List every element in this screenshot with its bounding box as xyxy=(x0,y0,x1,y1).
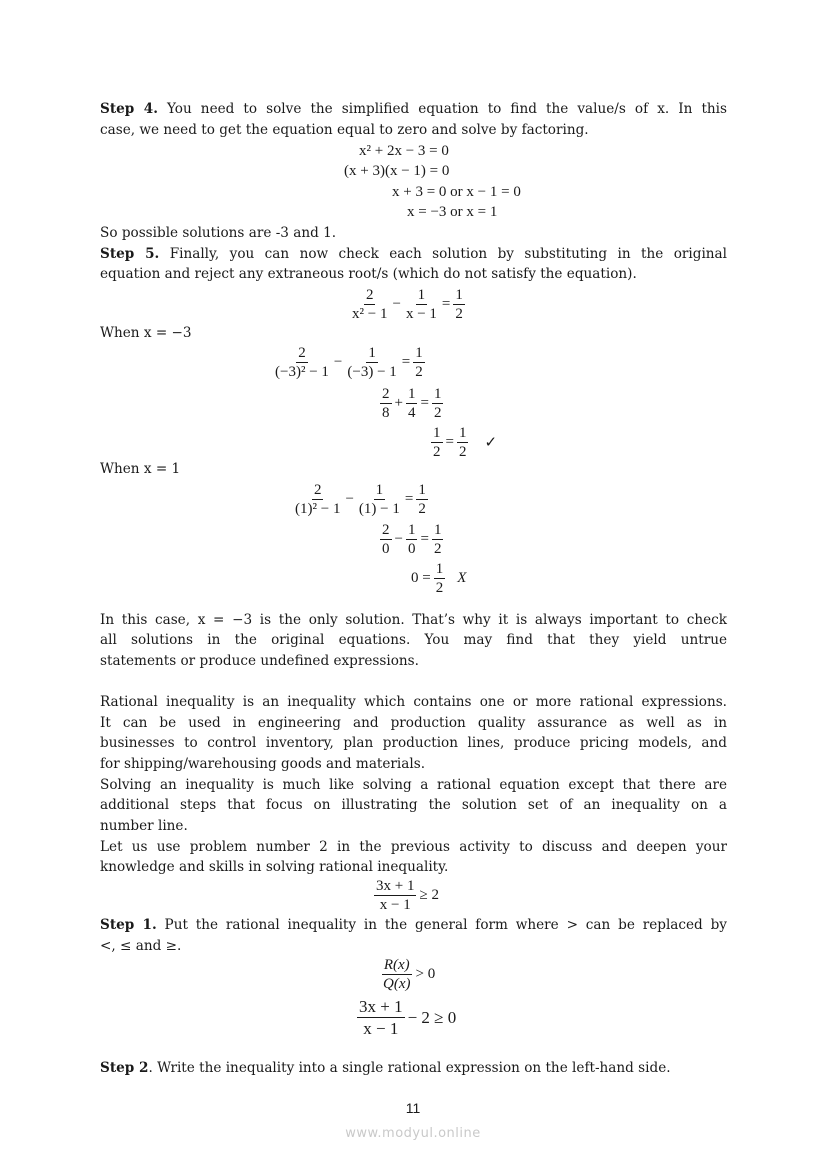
text-line: It can be used in engineering and production quality assurance as well as in xyxy=(100,715,727,731)
operator: + xyxy=(394,395,403,411)
operator: = xyxy=(441,296,451,312)
numerator: 1 xyxy=(417,287,426,303)
denominator: x − 1 xyxy=(379,897,411,913)
text-line: Let us use problem number 2 in the previous activity to discuss and deepen your xyxy=(100,839,727,855)
page-number: 11 xyxy=(405,1100,421,1116)
denominator: 2 xyxy=(418,501,426,517)
equation-left: 0 = xyxy=(411,570,431,586)
text: . Write the inequality into a single rational expression on the left-hand side. xyxy=(148,1060,671,1076)
fraction xyxy=(406,521,418,558)
original-equation xyxy=(350,286,465,323)
numerator: 1 xyxy=(407,386,416,402)
when-label: When x = −3 xyxy=(100,325,192,341)
watermark: www.modyul.online xyxy=(345,1126,481,1141)
text-line: additional steps that focus on illustrating the solution set of an inequality on a xyxy=(100,797,727,813)
check-mark-icon: ✓ xyxy=(484,435,498,451)
numerator: 3x + 1 xyxy=(359,997,403,1016)
equation: x² + 2x − 3 = 0 xyxy=(359,143,449,159)
numerator: 1 xyxy=(433,522,442,538)
text-line: knowledge and skills in solving rational inequality. xyxy=(100,859,449,875)
text-line: Solving an inequality is much like solving a rational equation except that there are xyxy=(100,777,727,793)
fraction xyxy=(416,481,428,518)
numerator: 1 xyxy=(375,482,384,498)
numerator: 1 xyxy=(433,386,442,402)
denominator: (−3)² − 1 xyxy=(275,364,329,380)
denominator: 0 xyxy=(407,541,416,557)
fraction xyxy=(457,424,469,461)
numerator: 1 xyxy=(458,425,467,441)
fraction xyxy=(453,286,465,323)
operator: = xyxy=(420,395,429,411)
numerator: 2 xyxy=(365,287,374,303)
step2-line xyxy=(100,1058,727,1078)
denominator: (−3) − 1 xyxy=(347,364,397,380)
text-line: for shipping/warehousing goods and materials. xyxy=(100,756,426,772)
text: Finally, you can now check each solution by substituting in the original xyxy=(159,246,727,262)
operator: = xyxy=(404,491,414,507)
operator: > 0 xyxy=(415,966,436,982)
denominator: 2 xyxy=(435,580,444,596)
step4-line: case, we need to get the equation equal to zero and solve by factoring. xyxy=(100,122,589,138)
text-line: businesses to control inventory, plan production lines, produce pricing models, and xyxy=(100,735,727,751)
general-form xyxy=(381,956,438,993)
fraction xyxy=(404,286,439,323)
text: You need to solve the simplified equation to find the value/s of x. In this xyxy=(157,101,727,117)
text: Put the rational inequality in the general form where > can be replaced by xyxy=(156,917,727,933)
fraction xyxy=(380,385,392,422)
inequality xyxy=(374,877,442,914)
step5-line xyxy=(100,244,727,264)
operator: − xyxy=(392,296,401,312)
text-line: statements or produce undefined expressions. xyxy=(100,653,419,669)
fraction xyxy=(293,481,342,518)
fraction xyxy=(432,521,444,558)
equation: x = −3 or x = 1 xyxy=(407,204,498,220)
cross-mark-icon: X xyxy=(457,570,467,586)
step5-line: equation and reject any extraneous root/s (which do not satisfy the equation). xyxy=(100,266,637,282)
text-line: all solutions in the original equations. You may find that they yield untrue xyxy=(100,632,727,648)
denominator: 8 xyxy=(382,405,390,421)
numerator: 1 xyxy=(435,561,444,577)
fraction xyxy=(350,286,389,323)
numerator: 1 xyxy=(418,482,426,498)
check-row xyxy=(273,344,425,381)
fraction xyxy=(413,344,425,381)
check-row xyxy=(431,424,500,461)
numerator: 1 xyxy=(415,345,423,361)
step-label: Step 5. xyxy=(100,246,160,262)
fraction xyxy=(406,385,418,422)
check-row xyxy=(408,560,469,597)
numerator: R(x) xyxy=(383,957,410,973)
denominator: x − 1 xyxy=(363,1019,399,1038)
solutions-text: So possible solutions are -3 and 1. xyxy=(100,225,337,241)
denominator: (1) − 1 xyxy=(358,501,400,517)
fraction xyxy=(357,481,402,518)
text-line: Rational inequality is an inequality which contains one or more rational expressions. xyxy=(100,694,727,710)
check-row xyxy=(380,385,443,422)
denominator: 2 xyxy=(433,444,441,460)
operator: − xyxy=(345,491,354,507)
numerator: 2 xyxy=(298,345,306,361)
denominator: 2 xyxy=(458,444,467,460)
step-label: Step 1. xyxy=(100,917,157,933)
denominator: 0 xyxy=(382,541,390,557)
operator: − 2 ≥ 0 xyxy=(407,1007,457,1027)
step4-line xyxy=(100,99,727,119)
numerator: 2 xyxy=(382,386,390,402)
numerator: 2 xyxy=(313,482,322,498)
text-line: In this case, x = −3 is the only solution. That’s why it is always important to check xyxy=(100,612,727,628)
fraction xyxy=(357,996,405,1039)
fraction xyxy=(431,424,443,461)
denominator: 2 xyxy=(433,405,442,421)
text-line: number line. xyxy=(100,818,188,834)
operator: = xyxy=(445,434,454,450)
when-label: When x = 1 xyxy=(100,461,181,477)
fraction xyxy=(434,560,446,597)
denominator: (1)² − 1 xyxy=(295,501,341,517)
fraction xyxy=(381,956,412,993)
denominator: x² − 1 xyxy=(352,306,388,322)
denominator: 4 xyxy=(407,405,416,421)
numerator: 1 xyxy=(455,287,463,303)
numerator: 3x + 1 xyxy=(376,878,415,894)
fraction xyxy=(432,385,444,422)
inequality-general xyxy=(357,996,459,1039)
denominator: 2 xyxy=(415,364,423,380)
fraction xyxy=(345,344,398,381)
operator: = xyxy=(420,531,429,547)
step-label: Step 4. xyxy=(100,101,158,117)
denominator: Q(x) xyxy=(383,976,411,992)
fraction xyxy=(380,521,392,558)
step1-line xyxy=(100,915,727,935)
step-label: Step 2 xyxy=(100,1060,149,1076)
equation: (x + 3)(x − 1) = 0 xyxy=(344,163,450,179)
numerator: 2 xyxy=(382,522,390,538)
operator: = xyxy=(401,354,411,370)
fraction xyxy=(273,344,331,381)
denominator: 2 xyxy=(433,541,442,557)
operator: − xyxy=(394,531,403,547)
fraction xyxy=(374,877,416,914)
equation: x + 3 = 0 or x − 1 = 0 xyxy=(392,184,521,200)
operator: − xyxy=(333,354,343,370)
step1-line: <, ≤ and ≥. xyxy=(100,938,182,954)
numerator: 1 xyxy=(407,522,416,538)
numerator: 1 xyxy=(368,345,376,361)
denominator: x − 1 xyxy=(405,306,437,322)
numerator: 1 xyxy=(433,425,441,441)
operator: ≥ 2 xyxy=(419,887,439,903)
check-row xyxy=(380,521,443,558)
denominator: 2 xyxy=(455,306,463,322)
check-row xyxy=(293,481,428,518)
